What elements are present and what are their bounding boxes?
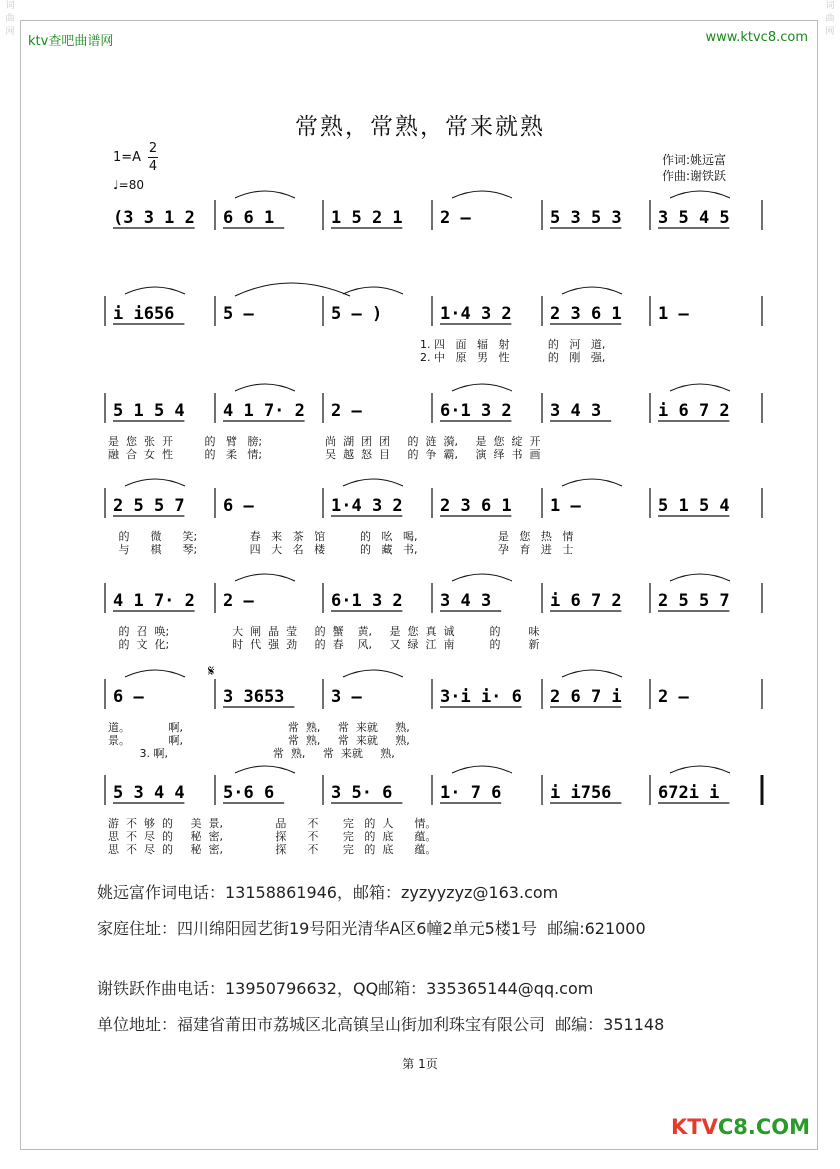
lyricist-address: 家庭住址：四川绵阳园艺街19号阳光清华A区6幢2单元5楼1号 邮编:621000 [97, 919, 646, 938]
measure: 1 5 2 1 [331, 208, 403, 228]
key-signature: 1=A [113, 150, 142, 165]
measure: 5 1 5 4 [658, 496, 730, 516]
logo-c: C8.COM [717, 1115, 810, 1139]
measure: 2 5 5 7 [113, 496, 185, 516]
measure: 6 – [223, 496, 254, 516]
measure: 672i i [658, 783, 720, 803]
measure: 1·4 3 2 [331, 496, 403, 516]
slur-arc [125, 479, 185, 486]
measure: 3 3653 [223, 687, 285, 707]
measure: 5 – ) [331, 304, 383, 324]
measure: 2 3 6 1 [440, 496, 512, 516]
slur-arc [562, 670, 622, 677]
measure: 3 4 3 [440, 591, 492, 611]
measure: 5 – [223, 304, 254, 324]
measure: 6·1 3 2 [440, 401, 512, 421]
page-number: 第 1页 [402, 1057, 438, 1071]
lyric-line: 1. 四 面 辐 射 的 河 道, [420, 338, 606, 351]
slur-arc [670, 574, 730, 581]
slur-arc [452, 191, 512, 198]
measure: 5 1 5 4 [113, 401, 185, 421]
measure: i i756 [550, 783, 612, 803]
lyric-line: 与 棋 琴; 四 大 名 楼 的 藏 书, 孕 育 进 士 [108, 543, 574, 556]
lyric-line: 是 您 张 开 的 臂 膀; 尚 湖 团 团 的 涟 漪, 是 您 绽 开 [108, 435, 541, 448]
measure: 1 – [550, 496, 581, 516]
measure: 5·6 6 [223, 783, 275, 803]
lyric-line: 的 微 笑; 春 来 茶 馆 的 吆 喝, 是 您 热 情 [108, 530, 574, 543]
slur-arc [452, 766, 512, 773]
logo-k: KTV [670, 1115, 718, 1139]
tempo-value: =80 [118, 178, 144, 192]
slur-arc [235, 191, 295, 198]
measure: 3 4 3 [550, 401, 602, 421]
site-logo[interactable] [671, 1115, 810, 1139]
lyric-line: 融 合 女 性 的 柔 情; 吴 越 怒 目 的 争 霸, 演 绎 书 画 [108, 448, 541, 461]
measure: 1·4 3 2 [440, 304, 512, 324]
slur-arc [343, 287, 403, 294]
measure: 2 3 6 1 [550, 304, 622, 324]
lyricist-contact: 姚远富作词电话：13158861946，邮箱：zyzyyzyz@163.com [97, 883, 559, 902]
measure: (3 3 1 2 [113, 208, 195, 228]
segno-icon: 𝄋 [208, 662, 215, 680]
measure: i 6 7 2 [658, 401, 730, 421]
lyric-line: 3. 啊, 常 熟, 常 来就 熟, [108, 747, 395, 760]
long-slur-arc [235, 283, 350, 296]
slur-arc [235, 384, 295, 391]
measure: 6 – [113, 687, 144, 707]
lyric-line: 景。 啊, 常 熟, 常 来就 熟, [108, 734, 410, 747]
measure: 3 5· 6 [331, 783, 393, 803]
slur-arc [562, 479, 622, 486]
slur-arc [670, 191, 730, 198]
measure: 3·i i· 6 [440, 687, 522, 707]
slur-arc [670, 766, 730, 773]
slur-arc [125, 670, 185, 677]
measure: 5 3 4 4 [113, 783, 185, 803]
slur-arc [235, 574, 295, 581]
slur-arc [562, 287, 622, 294]
measure: 1 – [658, 304, 689, 324]
composer-address: 单位地址：福建省莆田市荔城区北高镇呈山街加利珠宝有限公司 邮编：351148 [97, 1015, 665, 1034]
lyric-line: 的 文 化; 时 代 强 劲 的 春 风, 又 绿 江 南 的 新 [108, 638, 540, 651]
composer-contact: 谢铁跃作曲电话：13950796632，QQ邮箱：335365144@qq.com [97, 979, 594, 998]
measure: 2 6 7 i [550, 687, 622, 707]
site-url[interactable]: www.ktvc8.com [705, 30, 808, 45]
slur-arc [670, 384, 730, 391]
lyric-line: 道。 啊, 常 熟, 常 来就 熟, [108, 721, 410, 734]
time-numerator: 2 [148, 141, 158, 156]
slur-arc [343, 479, 403, 486]
side-watermark-left: 词 曲 网 [5, 1, 15, 37]
song-title: 常熟，常熟，常来就熟 [295, 114, 545, 140]
measure: i 6 7 2 [550, 591, 622, 611]
measure: 2 – [440, 208, 471, 228]
lyric-line: 思 不 尽 的 秘 密, 探 不 完 的 底 蕴。 [108, 830, 437, 843]
slur-arc [125, 287, 185, 294]
measure: 5 3 5 3 [550, 208, 622, 228]
side-watermark-right: 词 曲 网 [825, 1, 835, 37]
lyricist: 作词:姚远富 [662, 153, 727, 167]
measure: 1· 7 6 [440, 783, 502, 803]
measure: 6·1 3 2 [331, 591, 403, 611]
slur-arc [452, 574, 512, 581]
measure: 4 1 7· 2 [113, 591, 195, 611]
slur-arc [235, 766, 295, 773]
site-name[interactable]: ktv查吧曲谱网 [28, 34, 114, 49]
quarter-note-icon: ♩ [113, 178, 119, 192]
lyric-line: 的 召 唤; 大 闸 晶 莹 的 蟹 黄, 是 您 真 诚 的 味 [108, 625, 540, 638]
slur-arc [452, 384, 512, 391]
measure: 4 1 7· 2 [223, 401, 305, 421]
measure: i i656 [113, 304, 175, 324]
measure: 2 – [223, 591, 254, 611]
lyric-line: 思 不 尽 的 秘 密, 探 不 完 的 底 蕴。 [108, 843, 437, 856]
composer: 作曲:谢铁跃 [662, 169, 727, 183]
time-denominator: 4 [148, 159, 158, 174]
measure: 2 – [658, 687, 689, 707]
measure: 2 – [331, 401, 362, 421]
measure: 2 5 5 7 [658, 591, 730, 611]
lyric-line: 游 不 够 的 美 景, 品 不 完 的 人 情。 [108, 817, 437, 830]
measure: 3 5 4 5 [658, 208, 730, 228]
lyric-line: 2. 中 原 男 性 的 刚 强, [420, 351, 606, 364]
slur-arc [343, 670, 403, 677]
measure: 3 – [331, 687, 362, 707]
measure: 6 6 1 [223, 208, 275, 228]
